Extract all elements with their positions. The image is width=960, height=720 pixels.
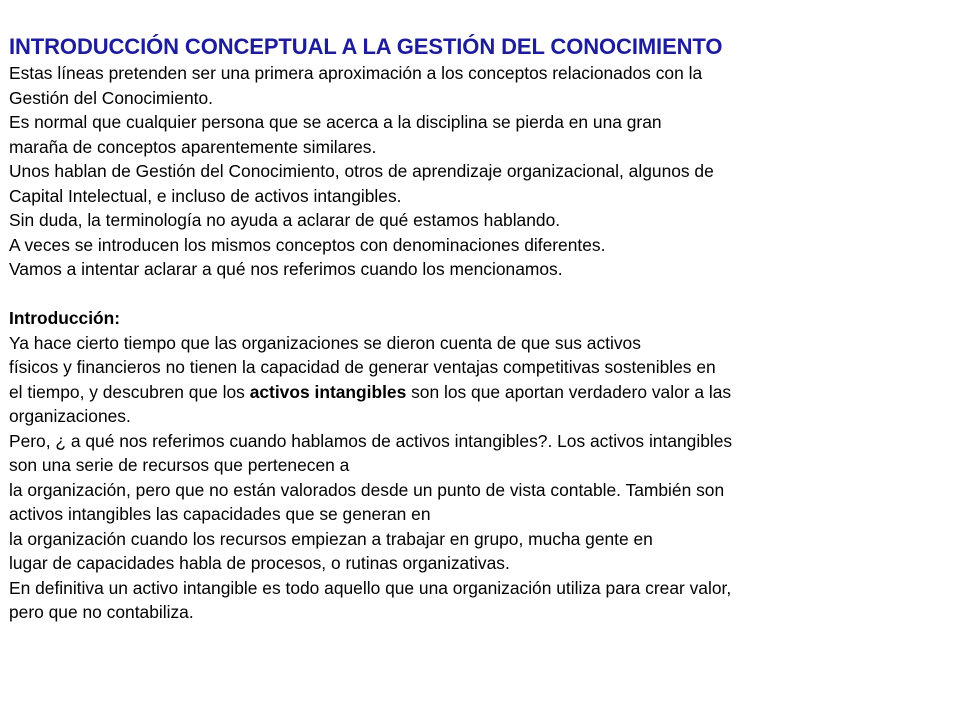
- text-line: físicos y financieros no tienen la capacidad de generar ventajas competitivas sostenibles en: [9, 357, 716, 377]
- text-line: Capital Intelectual, e incluso de activos intangibles.: [9, 185, 402, 206]
- text-line: lugar de capacidades habla de procesos, o rutinas organizativas.: [9, 553, 510, 573]
- text-line: la organización cuando los recursos empiezan a trabajar en grupo, mucha gente en: [9, 528, 653, 549]
- text-line: maraña de conceptos aparentemente similares.: [9, 136, 377, 157]
- text-line: Sin duda, la terminología no ayuda a aclarar de qué estamos hablando.: [9, 210, 561, 230]
- slide-content: [9, 33, 954, 625]
- text-line: organizaciones.: [9, 406, 131, 426]
- text-segment: son los que aportan verdadero valor a las: [406, 381, 732, 402]
- text-line: la organización, pero que no están valorados desde un punto de vista contable. También son: [9, 479, 725, 500]
- text-line-with-emphasis: [9, 380, 954, 405]
- text-line: En definitiva un activo intangible es todo aquello que una organización utiliza para crear valor,: [9, 577, 732, 598]
- text-line: Vamos a intentar aclarar a qué nos referimos cuando los mencionamos.: [9, 259, 563, 279]
- section-heading: Introducción:: [9, 308, 121, 328]
- text-line: Unos hablan de Gestión del Conocimiento, otros de aprendizaje organizacional, algunos de: [9, 161, 714, 181]
- text-line: Gestión del Conocimiento.: [9, 87, 213, 108]
- text-line: Es normal que cualquier persona que se acerca a la disciplina se pierda en una gran: [9, 112, 662, 132]
- text-line: Ya hace cierto tiempo que las organizaciones se dieron cuenta de que sus activos: [9, 332, 641, 353]
- text-line: A veces se introducen los mismos conceptos con denominaciones diferentes.: [9, 234, 606, 255]
- page-title: INTRODUCCIÓN CONCEPTUAL A LA GESTIÓN DEL CONOCIMIENTO: [9, 34, 723, 59]
- text-line: son una serie de recursos que pertenecen a: [9, 455, 350, 475]
- text-line: Pero, ¿ a qué nos referimos cuando hablamos de activos intangibles?. Los activos intangibles: [9, 430, 733, 451]
- text-segment: el tiempo, y descubren que los: [9, 381, 250, 402]
- text-line: Estas líneas pretenden ser una primera aproximación a los conceptos relacionados con la: [9, 63, 703, 83]
- paragraph-spacer: [9, 282, 954, 307]
- text-line: activos intangibles las capacidades que se generan en: [9, 504, 431, 524]
- text-line: pero que no contabiliza.: [9, 602, 194, 622]
- emphasized-term: activos intangibles: [249, 381, 407, 402]
